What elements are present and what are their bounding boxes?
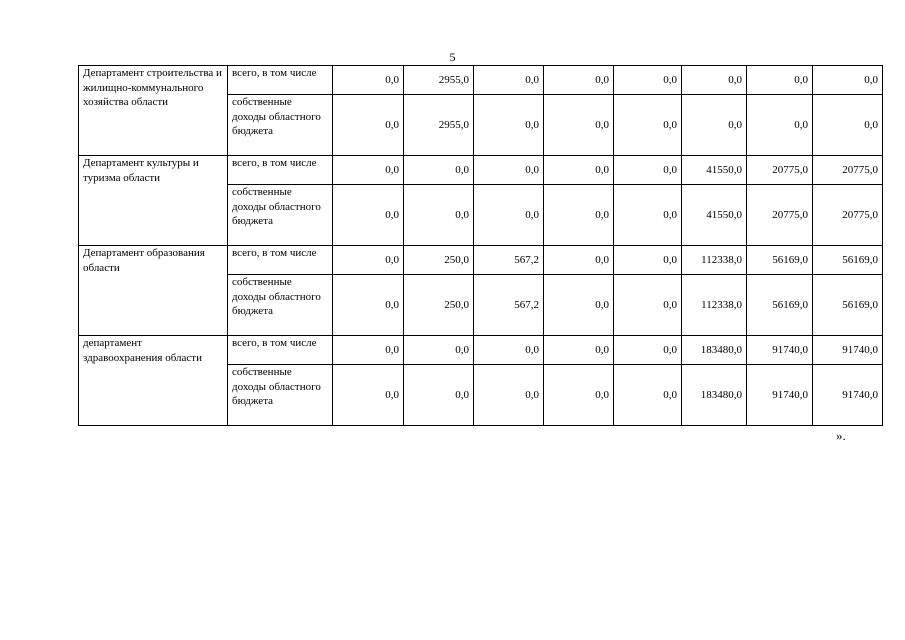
amount-cell: 0,0: [544, 95, 614, 156]
department-name: Департамент культуры и туризма области: [79, 156, 228, 246]
dept-total-row: [79, 66, 883, 95]
funding-source-total-label: всего, в том числе: [228, 246, 333, 275]
dept-total-row: [79, 156, 883, 185]
amount-cell: 0,0: [333, 246, 404, 275]
amount-cell: 2955,0: [404, 66, 474, 95]
amount-cell: 0,0: [333, 66, 404, 95]
amount-cell: 0,0: [333, 95, 404, 156]
amount-cell: 91740,0: [813, 336, 883, 365]
page-number: 5: [449, 50, 456, 64]
amount-cell: 0,0: [333, 275, 404, 336]
amount-cell: 0,0: [813, 95, 883, 156]
budget-table: [78, 65, 883, 426]
amount-cell: 250,0: [404, 246, 474, 275]
amount-cell: 2955,0: [404, 95, 474, 156]
amount-cell: 0,0: [474, 66, 544, 95]
amount-cell: 567,2: [474, 246, 544, 275]
amount-cell: 0,0: [614, 156, 682, 185]
amount-cell: 0,0: [544, 275, 614, 336]
amount-cell: 0,0: [614, 246, 682, 275]
amount-cell: 0,0: [544, 156, 614, 185]
amount-cell: 0,0: [682, 66, 747, 95]
amount-cell: 0,0: [544, 66, 614, 95]
amount-cell: 0,0: [614, 66, 682, 95]
amount-cell: 0,0: [474, 365, 544, 426]
amount-cell: 250,0: [404, 275, 474, 336]
department-name: Департамент строительства и жилищно-коммунального хозяйства области: [79, 66, 228, 156]
amount-cell: 0,0: [404, 365, 474, 426]
funding-source-own-label: собственные доходы областного бюджета: [228, 185, 333, 246]
amount-cell: 0,0: [404, 156, 474, 185]
funding-source-own-label: собственные доходы областного бюджета: [228, 275, 333, 336]
amount-cell: 0,0: [333, 336, 404, 365]
dept-total-row: [79, 336, 883, 365]
amount-cell: 0,0: [544, 336, 614, 365]
amount-cell: 567,2: [474, 275, 544, 336]
amount-cell: 0,0: [404, 336, 474, 365]
amount-cell: 20775,0: [813, 156, 883, 185]
amount-cell: 0,0: [813, 66, 883, 95]
amount-cell: 41550,0: [682, 185, 747, 246]
amount-cell: 0,0: [614, 275, 682, 336]
amount-cell: 41550,0: [682, 156, 747, 185]
amount-cell: 56169,0: [747, 275, 813, 336]
amount-cell: 0,0: [544, 185, 614, 246]
amount-cell: 0,0: [474, 185, 544, 246]
amount-cell: 0,0: [474, 336, 544, 365]
amount-cell: 20775,0: [747, 156, 813, 185]
amount-cell: 56169,0: [747, 246, 813, 275]
amount-cell: 112338,0: [682, 246, 747, 275]
dept-total-row: [79, 246, 883, 275]
amount-cell: 0,0: [333, 365, 404, 426]
closing-quote-mark: ».: [836, 428, 846, 443]
amount-cell: 183480,0: [682, 336, 747, 365]
amount-cell: 183480,0: [682, 365, 747, 426]
amount-cell: 20775,0: [747, 185, 813, 246]
funding-source-own-label: собственные доходы областного бюджета: [228, 95, 333, 156]
amount-cell: 0,0: [474, 95, 544, 156]
funding-source-total-label: всего, в том числе: [228, 66, 333, 95]
amount-cell: 0,0: [404, 185, 474, 246]
amount-cell: 91740,0: [747, 336, 813, 365]
budget-table-body: [79, 66, 883, 426]
amount-cell: 91740,0: [747, 365, 813, 426]
amount-cell: 0,0: [544, 246, 614, 275]
amount-cell: 0,0: [614, 95, 682, 156]
funding-source-own-label: собственные доходы областного бюджета: [228, 365, 333, 426]
amount-cell: 91740,0: [813, 365, 883, 426]
amount-cell: 56169,0: [813, 246, 883, 275]
amount-cell: 0,0: [333, 156, 404, 185]
amount-cell: 0,0: [474, 156, 544, 185]
amount-cell: 0,0: [682, 95, 747, 156]
funding-source-total-label: всего, в том числе: [228, 156, 333, 185]
department-name: департамент здравоохранения области: [79, 336, 228, 426]
amount-cell: 0,0: [747, 66, 813, 95]
amount-cell: 0,0: [614, 185, 682, 246]
amount-cell: 0,0: [614, 365, 682, 426]
amount-cell: 0,0: [333, 185, 404, 246]
funding-source-total-label: всего, в том числе: [228, 336, 333, 365]
amount-cell: 0,0: [614, 336, 682, 365]
amount-cell: 0,0: [747, 95, 813, 156]
amount-cell: 0,0: [544, 365, 614, 426]
amount-cell: 56169,0: [813, 275, 883, 336]
amount-cell: 20775,0: [813, 185, 883, 246]
amount-cell: 112338,0: [682, 275, 747, 336]
department-name: Департамент образования области: [79, 246, 228, 336]
